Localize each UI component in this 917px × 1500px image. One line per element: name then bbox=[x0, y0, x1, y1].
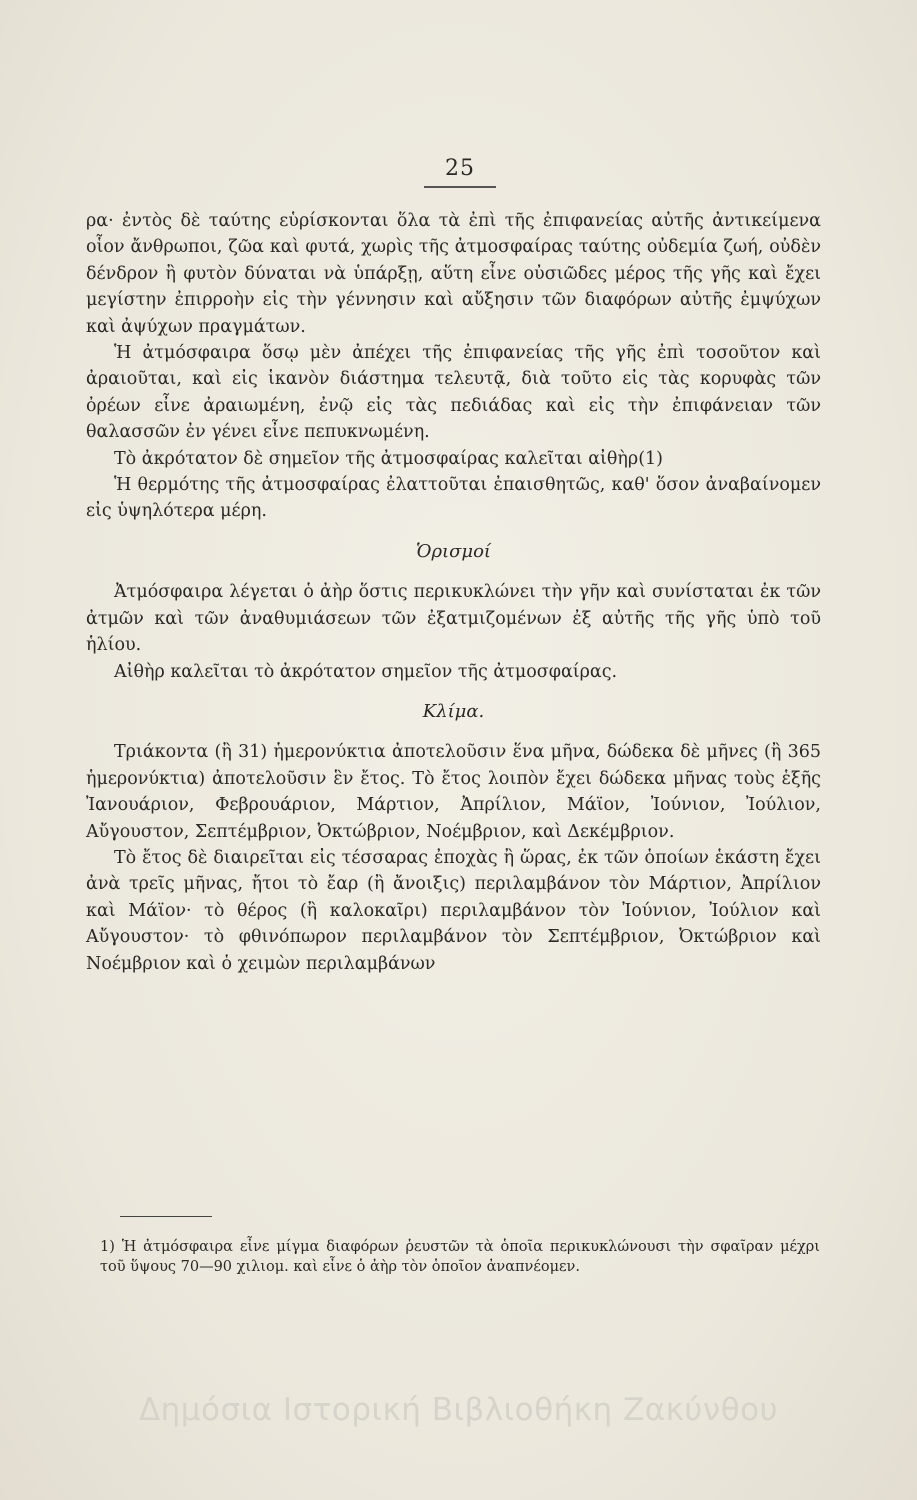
footnote-text: 1) Ἡ ἀτμόσφαιρα εἶνε μίγμα διαφόρων ῥευστῶν τὰ ὁποῖα περικυκλώνουσι τὴν σφαῖραν μέχρι τοῦ ὕψους 70—90 χιλιομ. καὶ εἶνε ὁ ἀὴρ τὸν ὁποῖον ἀναπνέομεν. bbox=[100, 1239, 820, 1275]
paragraph-temperature: Ἡ θερμότης τῆς ἀτμοσφαίρας ἐλαττοῦται ἐπαισθητῶς, καθ' ὅσον ἀναβαίνομεν εἰς ὑψηλότερα μέρη. bbox=[86, 475, 821, 522]
paragraph-atmosphere-density: Ἡ ἀτμόσφαιρα ὅσῳ μὲν ἀπέχει τῆς ἐπιφανείας τῆς γῆς ἐπὶ τοσοῦτον καὶ ἀραιοῦται, καὶ εἰς ἱκανὸν διάστημα τελευτᾷ, διὰ τοῦτο εἰς τὰς κορυφὰς τῶν ὀρέων εἶνε ἀραιωμένη, ἐνῷ εἰς τὰς πεδιάδας καὶ εἰς τὴν ἐπιφάνειαν τῶν θαλασσῶν ἐν γένει εἶνε πεπυκνωμένη. bbox=[86, 343, 821, 443]
paragraph-months: Τριάκοντα (ἢ 31) ἡμερονύκτια ἀποτελοῦσιν ἕνα μῆνα, δώδεκα δὲ μῆνες (ἢ 365 ἡμερονύκτια) ἀποτελοῦσιν ἓν ἔτος. Τὸ ἔτος λοιπὸν ἔχει δώδεκα μῆνας τοὺς ἑξῆς Ἰανουάριον, Φεβρουάριον, Μάρτιον, Ἀπρίλιον, Μάϊον, Ἰούνιον, Ἰούλιον, Αὔγουστον, Σεπτέμβριον, Ὀκτώβριον, Νοέμβριον, καὶ Δεκέμβριον. bbox=[86, 742, 821, 842]
footnote bbox=[100, 1237, 820, 1277]
footnote-separator bbox=[120, 1216, 212, 1217]
climate-heading: Κλίμα. bbox=[422, 700, 485, 722]
definition-atmosphere: Ἀτμόσφαιρα λέγεται ὁ ἀὴρ ὅστις περικυκλώνει τὴν γῆν καὶ συνίσταται ἐκ τῶν ἀτμῶν καὶ τῶν ἀναθυμιάσεων τῶν ἐξατμιζομένων ἐξ αὐτῆς τῆς γῆς ὑπὸ τοῦ ἡλίου. bbox=[86, 582, 821, 656]
paragraph-ether: Τὸ ἀκρότατον δὲ σημεῖον τῆς ἀτμοσφαίρας καλεῖται αἰθὴρ(1) bbox=[114, 448, 663, 469]
paragraph-seasons: Τὸ ἔτος δὲ διαιρεῖται εἰς τέσσαρας ἐποχὰς ἢ ὥρας, ἐκ τῶν ὁποίων ἑκάστη ἔχει ἀνὰ τρεῖς μῆνας, ἤτοι τὸ ἔαρ (ἢ ἄνοιξις) περιλαμβάνον τὸν Μάρτιον, Ἀπρίλιον καὶ Μάϊον· τὸ θέρος (ἢ καλοκαῖρι) περιλαμβάνον τὸν Ἰούνιον, Ἰούλιον καὶ Αὔγουστον· τὸ φθινόπωρον περιλαμβάνον τὸν Σεπτέμβριον, Ὀκτώβριον καὶ Νοέμβριον καὶ ὁ χειμὼν περιλαμβάνων bbox=[86, 847, 821, 974]
definition-ether: Αἰθὴρ καλεῖται τὸ ἀκρότατον σημεῖον τῆς ἀτμοσφαίρας. bbox=[114, 661, 618, 682]
page-number-rule bbox=[424, 186, 496, 188]
paragraph-atmosphere-continued: ρα· ἐντὸς δὲ ταύτης εὑρίσκονται ὅλα τὰ ἐπὶ τῆς ἐπιφανείας αὐτῆς ἀντικείμενα οἷον ἄνθρωποι, ζῶα καὶ φυτά, χωρὶς τῆς ἀτμοσφαίρας ταύτης οὐδεμία ζωή, οὐδὲν δένδρον ἢ φυτὸν δύναται νὰ ὑπάρξῃ, αὕτη εἶνε οὐσιῶδες μέρος τῆς γῆς καὶ ἔχει μεγίστην ἐπιρροὴν εἰς τὴν γέννησιν καὶ αὔξησιν τῶν διαφόρων αὐτῆς ἐμψύχων καὶ ἀψύχων πραγμάτων. bbox=[86, 211, 821, 337]
library-watermark: Δημόσια Ιστορική Βιβλιοθήκη Ζακύνθου bbox=[138, 1392, 779, 1428]
page-number: 25 bbox=[445, 156, 475, 181]
main-text bbox=[86, 208, 821, 977]
definitions-heading: Ὁρισμοί bbox=[416, 540, 491, 562]
